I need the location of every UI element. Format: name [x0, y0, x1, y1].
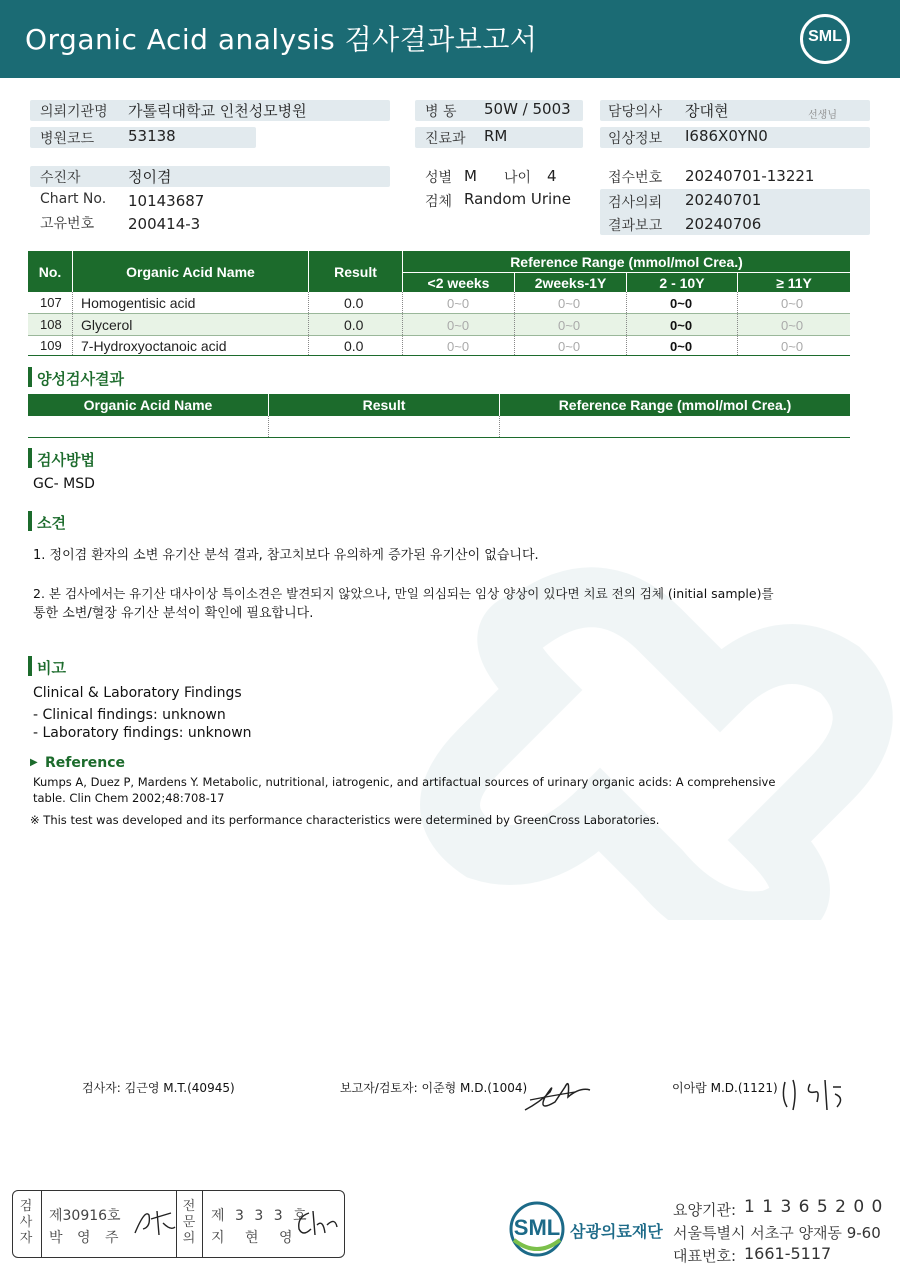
stamp-right-name: 지 현 영: [211, 1230, 301, 1246]
report-title: Organic Acid analysis 검사결과보고서: [25, 23, 538, 56]
receipt-value: 20240701-13221: [685, 167, 815, 185]
col-divider: [499, 416, 500, 437]
stamp-divider: [41, 1191, 42, 1257]
disclaimer-note: ※ This test was developed and its performance characteristics were determined by GreenCross Laboratories.: [30, 813, 660, 827]
col-name: Organic Acid Name: [126, 263, 255, 280]
sex-label: 성별: [425, 170, 453, 186]
col-divider: [402, 292, 403, 355]
col-ref-ge11y: ≥ 11Y: [776, 274, 812, 291]
remarks-line-2: - Clinical findings: unknown: [33, 707, 226, 723]
doctor-value: 장대현: [685, 102, 729, 120]
specimen-value: Random Urine: [464, 190, 571, 208]
row-divider: [28, 335, 850, 336]
patient-value: 정이겸: [128, 168, 172, 186]
dept-label: 진료과: [425, 131, 466, 147]
col-divider: [268, 416, 269, 437]
table-bottom-line: [28, 355, 850, 356]
footer-address: 서울특별시 서초구 양재동 9-60: [673, 1224, 881, 1242]
chart-value: 10143687: [128, 192, 205, 210]
footer-code-label: 요양기관:: [673, 1201, 737, 1219]
doctor-signature-image: [775, 1072, 850, 1117]
table-row-alt-bg: [28, 314, 850, 335]
findings-title: 소견: [37, 514, 66, 532]
clinical-label: 임상정보: [608, 131, 663, 147]
sml-logo-text: SML: [808, 28, 842, 45]
sex-value: M: [464, 167, 477, 185]
clinical-value: I686X0YN0: [685, 127, 768, 145]
section-marker: [28, 656, 32, 676]
stamp-left-name: 박 영 주: [49, 1230, 124, 1246]
unique-label: 고유번호: [40, 216, 95, 232]
row-ref-ge11y: 0~0: [781, 339, 804, 354]
row-name: Glycerol: [81, 317, 133, 333]
footer-code-value: 1 1 3 6 5 2 0 0: [744, 1197, 884, 1217]
section-marker: [28, 367, 32, 387]
col-no: No.: [38, 263, 62, 280]
age-value: 4: [547, 167, 557, 185]
reference-title: Reference: [45, 755, 126, 771]
positive-col-name: Organic Acid Name: [83, 397, 213, 413]
section-marker: [28, 511, 32, 531]
stamp-right-number: 제 3 3 3 호: [211, 1208, 310, 1224]
positive-col-ref: Reference Range (mmol/mol Crea.): [558, 397, 792, 413]
row-name: Homogentisic acid: [81, 295, 196, 311]
row-result: 0.0: [344, 317, 364, 333]
report-date-label: 결과보고: [608, 218, 663, 234]
footer-phone-value: 1661-5117: [744, 1244, 832, 1263]
row-no: 108: [40, 317, 62, 332]
stamp-divider: [202, 1191, 203, 1257]
col-reference: Reference Range (mmol/mol Crea.): [510, 253, 743, 270]
remarks-line-1: Clinical & Laboratory Findings: [33, 685, 242, 701]
stamp-left-number: 제30916호: [49, 1208, 121, 1224]
row-divider: [28, 313, 850, 314]
method-title: 검사방법: [37, 451, 95, 469]
method-text: GC- MSD: [33, 476, 95, 492]
row-ref-ge11y: 0~0: [781, 296, 804, 311]
row-result: 0.0: [344, 338, 364, 354]
specimen-label: 검체: [425, 194, 453, 210]
col-divider: [72, 292, 73, 355]
stamp-left-signature: [131, 1205, 176, 1239]
col-ref-2w-1y: 2weeks-1Y: [534, 274, 607, 291]
col-divider: [308, 292, 309, 355]
row-no: 109: [40, 338, 62, 353]
unique-value: 200414-3: [128, 215, 201, 233]
receipt-label: 접수번호: [608, 170, 663, 186]
remarks-title: 비고: [37, 659, 66, 677]
findings-line-1: 1. 정이겸 환자의 소변 유기산 분석 결과, 참고치보다 유의하게 증가된 유기산이 없습니다.: [33, 548, 539, 563]
col-ref-2-10y: 2 - 10Y: [659, 274, 705, 291]
dept-value: RM: [484, 127, 508, 145]
row-result: 0.0: [344, 295, 364, 311]
row-ref-2-10y: 0~0: [670, 318, 693, 333]
footer-phone-label: 대표번호:: [673, 1247, 737, 1265]
ward-label: 병 동: [425, 104, 457, 120]
row-ref-lt2w: 0~0: [447, 339, 470, 354]
reporter-signature-image: [520, 1072, 595, 1117]
row-ref-ge11y: 0~0: [781, 318, 804, 333]
doctor-suffix: 선생님: [808, 110, 837, 121]
stamp-divider: [176, 1191, 177, 1257]
positive-col-result: Result: [362, 397, 406, 413]
watermark-cross: [360, 560, 900, 920]
row-ref-2-10y: 0~0: [670, 339, 693, 354]
triangle-icon: ▶: [30, 757, 38, 768]
remarks-line-3: - Laboratory findings: unknown: [33, 725, 252, 741]
sml-footer-logo-text: SML: [513, 1215, 561, 1240]
tester-signature-label: 검사자: 김근영 M.T.(40945): [82, 1081, 235, 1095]
hospital-code-label: 병원코드: [40, 131, 95, 147]
doctor-label: 담당의사: [608, 104, 663, 120]
row-ref-2-10y: 0~0: [670, 296, 693, 311]
reference-line-2: table. Clin Chem 2002;48:708-17: [33, 791, 225, 805]
request-label: 검사의뢰: [608, 195, 663, 211]
doctor-signature-label: 이아람 M.D.(1121): [672, 1081, 778, 1095]
findings-line-3: 통한 소변/혈장 유기산 분석이 확인에 필요합니다.: [33, 606, 314, 621]
positive-table-bottom-line: [28, 437, 850, 438]
footer-org-name: 삼광의료재단: [570, 1222, 663, 1241]
report-date-value: 20240706: [685, 215, 762, 233]
stamp-right-label: 전문의: [182, 1199, 196, 1246]
col-divider: [514, 292, 515, 355]
row-ref-2w-1y: 0~0: [558, 339, 581, 354]
col-divider: [737, 292, 738, 355]
section-marker: [28, 448, 32, 468]
reporter-signature-label: 보고자/검토자: 이준형 M.D.(1004): [340, 1081, 528, 1095]
findings-line-2: 2. 본 검사에서는 유기산 대사이상 특이소견은 발견되지 않았으나, 만일 의심되는 임상 양상이 있다면 치료 전의 검체 (initial sample)를: [33, 586, 774, 601]
col-ref-lt2w: <2 weeks: [427, 274, 490, 291]
stamp-right-signature: [295, 1207, 340, 1239]
certification-stamp: [12, 1190, 345, 1258]
row-ref-2w-1y: 0~0: [558, 318, 581, 333]
row-no: 107: [40, 295, 62, 310]
col-result: Result: [334, 263, 377, 280]
col-divider: [626, 292, 627, 355]
ward-value: 50W / 5003: [484, 100, 571, 118]
positive-results-title: 양성검사결과: [37, 370, 124, 388]
age-label: 나이: [504, 170, 532, 186]
institution-value: 가톨릭대학교 인천성모병원: [128, 102, 307, 120]
row-ref-lt2w: 0~0: [447, 318, 470, 333]
institution-label: 의뢰기관명: [40, 104, 108, 120]
row-ref-lt2w: 0~0: [447, 296, 470, 311]
hospital-code-value: 53138: [128, 127, 176, 145]
row-name: 7-Hydroxyoctanoic acid: [81, 338, 227, 354]
patient-box: [30, 166, 390, 187]
row-ref-2w-1y: 0~0: [558, 296, 581, 311]
patient-label: 수진자: [40, 170, 81, 186]
chart-label: Chart No.: [40, 191, 107, 207]
stamp-left-label: 검사자: [19, 1199, 33, 1246]
request-value: 20240701: [685, 191, 762, 209]
reference-line-1: Kumps A, Duez P, Mardens Y. Metabolic, nutritional, iatrogenic, and artifactual sources of urinary organic acids: A comprehensive: [33, 775, 776, 789]
